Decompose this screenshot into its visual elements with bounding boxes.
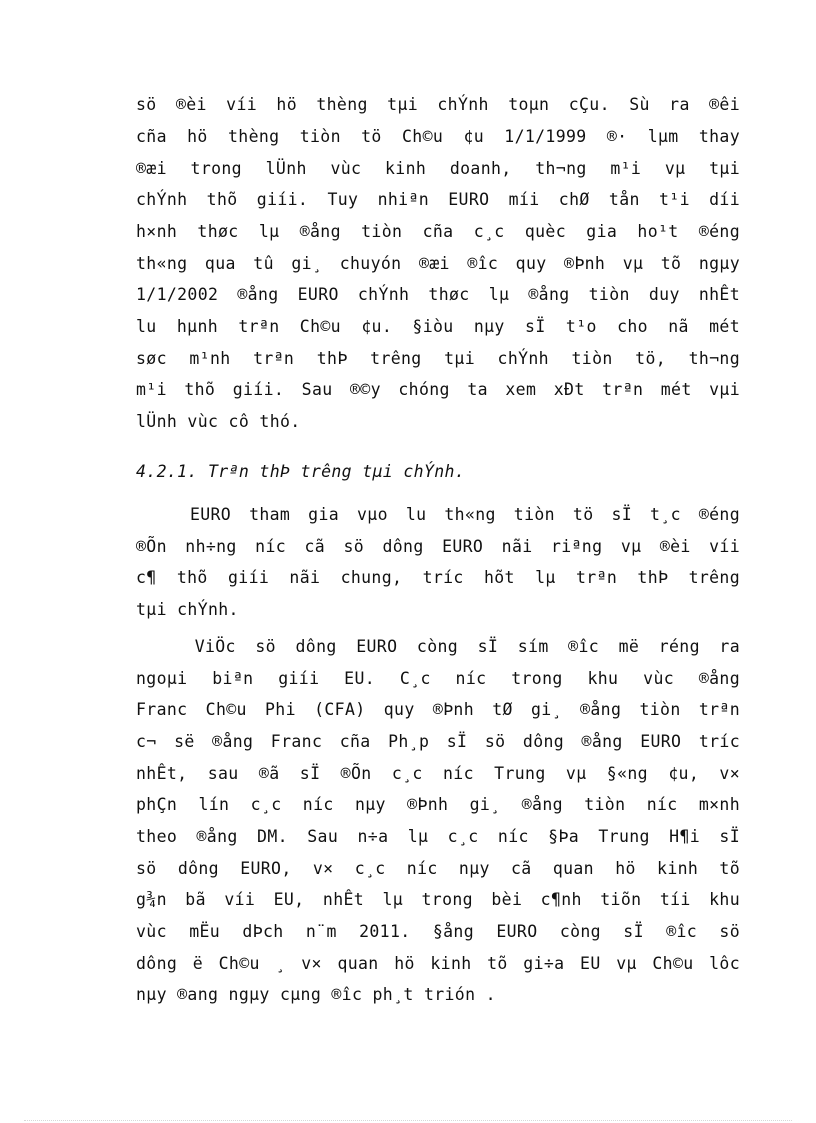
text-line: 1/1/2002 ®ång EURO chÝnh thøc lµ ®ång tiòn duy nhÊt — [136, 285, 740, 304]
text-line: ngoµi biªn giíi EU. C¸c níc trong khu vùc ®ång — [136, 669, 740, 688]
text-line: cña hö thèng tiòn tö Ch©u ¢u 1/1/1999 ®· lµm thay — [136, 127, 740, 146]
text-line: vùc mËu dÞch n¨m 2011. §ång EURO còng sÏ ®îc sö — [136, 922, 740, 941]
text-line: lu hµnh trªn Ch©u ¢u. §iòu nµy sÏ t¹o cho nã mét — [136, 317, 740, 336]
text-line: c¶ thõ giíi nãi chung, tríc hõt lµ trªn thÞ trêng — [136, 568, 740, 587]
text-line: sö ®èi víi hö thèng tµi chÝnh toµn cÇu. Sù ra ®êi — [136, 95, 740, 114]
text-line: g¾n bã víi EU, nhÊt lµ trong bèi c¶nh tiõn tíi khu — [136, 890, 740, 909]
text-line: Franc Ch©u Phi (CFA) quy ®Þnh tØ gi¸ ®ång tiòn trªn — [136, 700, 740, 719]
text-line: th«ng qua tû gi¸ chuyón ®æi ®îc quy ®Þnh vµ tõ ngµy — [136, 254, 740, 273]
text-line: lÜnh vùc cô thó. — [136, 412, 301, 431]
text-line: m¹i thõ giíi. Sau ®©y chóng ta xem xÐt trªn mét vµi — [136, 380, 740, 399]
text-line: chÝnh thõ giíi. Tuy nhiªn EURO míi chØ tån t¹i díi — [136, 190, 740, 209]
text-line: EURO tham gia vµo lu th«ng tiòn tö sÏ t¸c ®éng — [136, 505, 740, 524]
section-heading: 4.2.1. Trªn thÞ trêng tµi chÝnh. — [136, 462, 466, 481]
text-line: ViÖc sö dông EURO còng sÏ sím ®îc më réng ra — [136, 637, 740, 656]
text-line: nµy ®ang ngµy cµng ®îc ph¸t trión . — [136, 985, 496, 1004]
text-line: tµi chÝnh. — [136, 600, 239, 619]
text-line: c¬ së ®ång Franc cña Ph¸p sÏ sö dông ®ång EURO tríc — [136, 732, 740, 751]
text-line: phÇn lín c¸c níc nµy ®Þnh gi¸ ®ång tiòn níc m×nh — [136, 795, 740, 814]
page-bottom-divider — [24, 1120, 792, 1121]
text-line: ®Õn nh÷ng níc cã sö dông EURO nãi riªng vµ ®èi víi — [136, 537, 740, 556]
text-line: ®æi trong lÜnh vùc kinh doanh, th¬ng m¹i vµ tµi — [136, 159, 740, 178]
text-line: dông ë Ch©u ¸ v× quan hö kinh tõ gi÷a EU vµ Ch©u lôc — [136, 954, 740, 973]
text-line: h×nh thøc lµ ®ång tiòn cña c¸c quèc gia ho¹t ®éng — [136, 222, 740, 241]
text-line: sö dông EURO, v× c¸c níc nµy cã quan hö kinh tõ — [136, 859, 740, 878]
text-line: søc m¹nh trªn thÞ trêng tµi chÝnh tiòn tö, th¬ng — [136, 349, 740, 368]
text-line: theo ®ång DM. Sau n÷a lµ c¸c níc §Þa Trung H¶i sÏ — [136, 827, 740, 846]
text-line: nhÊt, sau ®ã sÏ ®Õn c¸c níc Trung vµ §«ng ¢u, v× — [136, 764, 740, 783]
